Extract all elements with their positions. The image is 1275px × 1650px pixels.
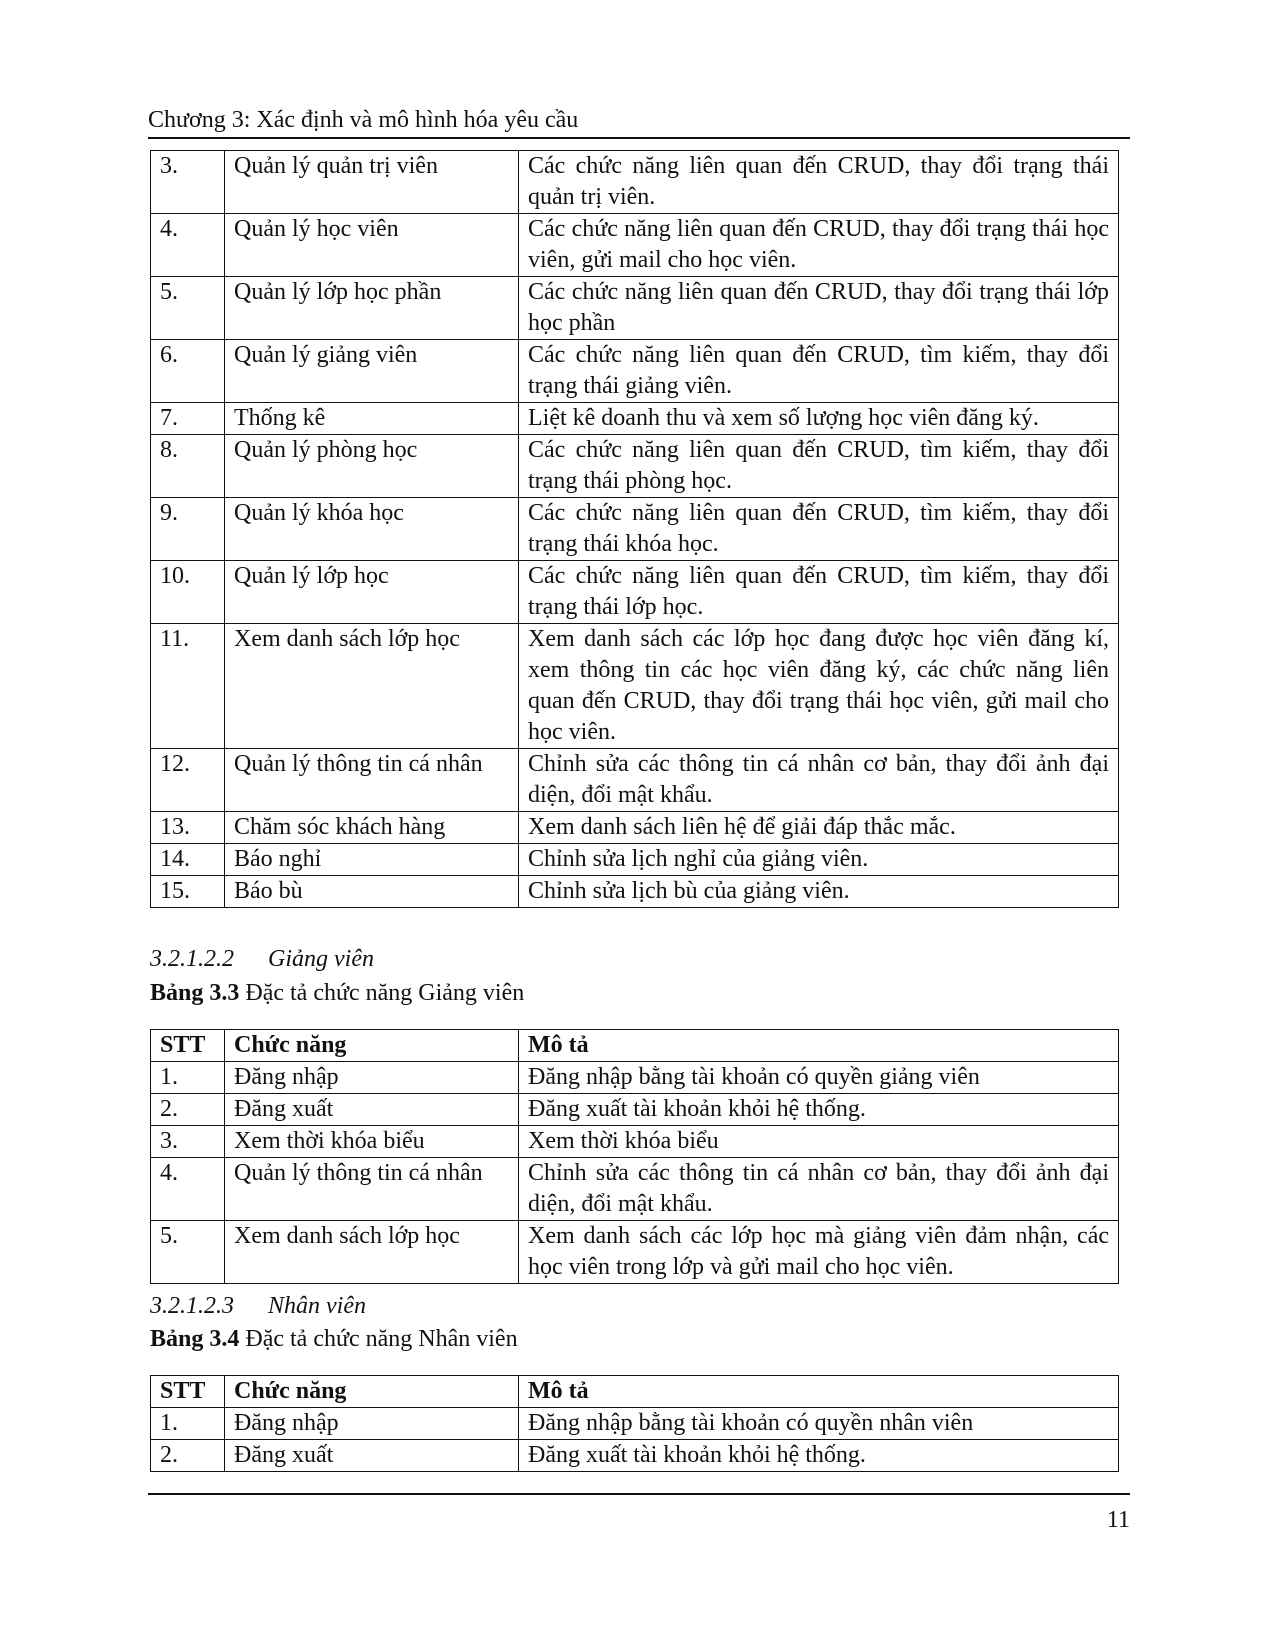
admin-function-table-body [151,151,1119,908]
cell-function: Quản lý giảng viên [225,340,519,403]
cell-description: Các chức năng liên quan đến CRUD, tìm kiếm, thay đổi trạng thái lớp học. [519,561,1119,624]
cell-function: Quản lý khóa học [225,498,519,561]
lecturer-function-table [150,1029,1119,1284]
cell-function: Xem danh sách lớp học [225,1221,519,1284]
cell-description: Chỉnh sửa lịch nghỉ của giảng viên. [519,844,1119,876]
cell-stt: 6. [151,340,225,403]
cell-description: Xem thời khóa biểu [519,1126,1119,1158]
table-row [151,1158,1119,1221]
cell-stt: 5. [151,1221,225,1284]
cell-function: Thống kê [225,403,519,435]
table-header-row [151,1376,1119,1408]
section-heading-staff [150,1290,366,1322]
caption-text: Đặc tả chức năng Giảng viên [239,980,525,1006]
lecturer-function-table-body [151,1062,1119,1284]
cell-stt: 2. [151,1440,225,1472]
table-row [151,1126,1119,1158]
cell-stt: 9. [151,498,225,561]
cell-description: Chỉnh sửa lịch bù của giảng viên. [519,876,1119,908]
cell-stt: 13. [151,812,225,844]
cell-function: Báo nghỉ [225,844,519,876]
cell-stt: 1. [151,1062,225,1094]
cell-description: Các chức năng liên quan đến CRUD, tìm kiếm, thay đổi trạng thái phòng học. [519,435,1119,498]
cell-description: Chỉnh sửa các thông tin cá nhân cơ bản, thay đổi ảnh đại diện, đổi mật khẩu. [519,749,1119,812]
section-title: Nhân viên [268,1293,366,1319]
cell-stt: 15. [151,876,225,908]
cell-description: Đăng xuất tài khoản khỏi hệ thống. [519,1094,1119,1126]
cell-stt: 12. [151,749,225,812]
cell-description: Liệt kê doanh thu và xem số lượng học viên đăng ký. [519,403,1119,435]
cell-function: Quản lý thông tin cá nhân [225,749,519,812]
table-caption-staff [150,1323,518,1355]
cell-description: Các chức năng liên quan đến CRUD, tìm kiếm, thay đổi trạng thái khóa học. [519,498,1119,561]
section-number: 3.2.1.2.2 [150,946,234,972]
cell-function: Chăm sóc khách hàng [225,812,519,844]
cell-description: Xem danh sách các lớp học đang được học viên đăng kí, xem thông tin các học viên đăng ký, các chức năng liên quan đến CRUD, thay đổi trạng thái học viên, gửi mail cho học viên. [519,624,1119,749]
section-title: Giảng viên [268,946,374,972]
cell-function: Đăng xuất [225,1440,519,1472]
cell-description: Đăng nhập bằng tài khoản có quyền giảng viên [519,1062,1119,1094]
cell-stt: 10. [151,561,225,624]
cell-description: Đăng nhập bằng tài khoản có quyền nhân viên [519,1408,1119,1440]
staff-function-table [150,1375,1119,1472]
cell-stt: 14. [151,844,225,876]
cell-stt: 4. [151,214,225,277]
page-number: 11 [1106,1507,1130,1533]
header-stt: STT [151,1376,225,1408]
cell-function: Quản lý học viên [225,214,519,277]
cell-stt: 11. [151,624,225,749]
table-row [151,340,1119,403]
caption-label: Bảng 3.4 [150,1326,240,1352]
header-function: Chức năng [225,1376,519,1408]
cell-description: Xem danh sách liên hệ để giải đáp thắc mắc. [519,812,1119,844]
section-heading-lecturer [150,943,374,975]
table-row [151,749,1119,812]
header-description: Mô tả [519,1376,1119,1408]
footer-rule [148,1493,1130,1495]
cell-function: Quản lý lớp học [225,561,519,624]
table-row [151,214,1119,277]
table-row [151,151,1119,214]
cell-function: Quản lý thông tin cá nhân [225,1158,519,1221]
cell-function: Đăng nhập [225,1062,519,1094]
table-row [151,498,1119,561]
table-row [151,1221,1119,1284]
cell-stt: 3. [151,151,225,214]
header-function: Chức năng [225,1030,519,1062]
cell-function: Quản lý phòng học [225,435,519,498]
table-row [151,844,1119,876]
table-row [151,1094,1119,1126]
cell-function: Xem danh sách lớp học [225,624,519,749]
cell-description: Các chức năng liên quan đến CRUD, thay đổi trạng thái quản trị viên. [519,151,1119,214]
table-row [151,435,1119,498]
table-caption-lecturer [150,977,524,1009]
cell-stt: 3. [151,1126,225,1158]
table-row [151,403,1119,435]
running-header: Chương 3: Xác định và mô hình hóa yêu cầu [148,107,579,133]
section-number: 3.2.1.2.3 [150,1293,234,1319]
cell-description: Các chức năng liên quan đến CRUD, tìm kiếm, thay đổi trạng thái giảng viên. [519,340,1119,403]
cell-stt: 1. [151,1408,225,1440]
caption-text: Đặc tả chức năng Nhân viên [239,1326,518,1352]
cell-description: Xem danh sách các lớp học mà giảng viên đảm nhận, các học viên trong lớp và gửi mail cho học viên. [519,1221,1119,1284]
cell-stt: 4. [151,1158,225,1221]
cell-function: Quản lý quản trị viên [225,151,519,214]
header-rule [148,137,1130,139]
cell-description: Các chức năng liên quan đến CRUD, thay đổi trạng thái học viên, gửi mail cho học viên. [519,214,1119,277]
table-header-row [151,1030,1119,1062]
table-row [151,1440,1119,1472]
cell-stt: 5. [151,277,225,340]
cell-function: Báo bù [225,876,519,908]
table-row [151,1408,1119,1440]
cell-function: Đăng nhập [225,1408,519,1440]
cell-description: Đăng xuất tài khoản khỏi hệ thống. [519,1440,1119,1472]
admin-function-table [150,150,1119,908]
table-row [151,812,1119,844]
table-row [151,876,1119,908]
cell-description: Các chức năng liên quan đến CRUD, thay đổi trạng thái lớp học phần [519,277,1119,340]
cell-stt: 7. [151,403,225,435]
cell-function: Đăng xuất [225,1094,519,1126]
cell-description: Chỉnh sửa các thông tin cá nhân cơ bản, thay đổi ảnh đại diện, đổi mật khẩu. [519,1158,1119,1221]
caption-label: Bảng 3.3 [150,980,240,1006]
table-row [151,561,1119,624]
cell-stt: 8. [151,435,225,498]
table-row [151,624,1119,749]
table-row [151,1062,1119,1094]
header-stt: STT [151,1030,225,1062]
header-description: Mô tả [519,1030,1119,1062]
table-row [151,277,1119,340]
staff-function-table-body [151,1408,1119,1472]
cell-function: Quản lý lớp học phần [225,277,519,340]
cell-stt: 2. [151,1094,225,1126]
cell-function: Xem thời khóa biểu [225,1126,519,1158]
